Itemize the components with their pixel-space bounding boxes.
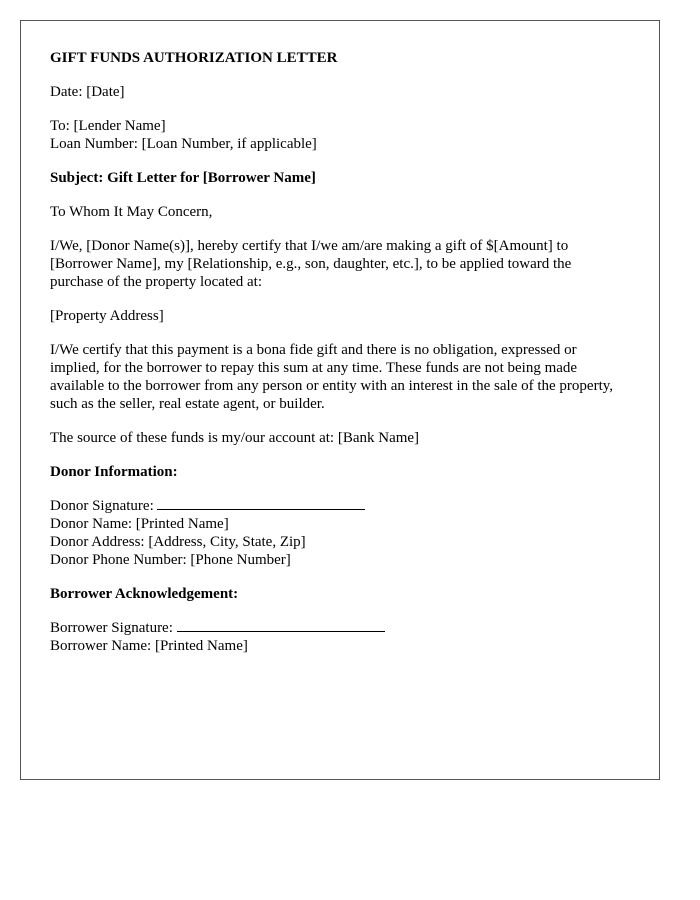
donor-name-line: Donor Name: [Printed Name] bbox=[50, 516, 229, 532]
letter-title: GIFT FUNDS AUTHORIZATION LETTER bbox=[50, 50, 338, 66]
gift-certification-paragraph: I/We, [Donor Name(s)], hereby certify that I/we am/are making a gift of $[Amount] to [Borrower Name], my [Relationship, e.g., son, daughter, etc.], to be applied toward the purchase of the property located at: bbox=[50, 238, 572, 290]
donor-information-heading: Donor Information: bbox=[50, 464, 178, 480]
donor-signature-label: Donor Signature: bbox=[50, 498, 154, 514]
letter-page bbox=[20, 20, 660, 780]
donor-signature-field bbox=[157, 497, 365, 510]
to-line: To: [Lender Name] bbox=[50, 118, 166, 134]
borrower-signature-line bbox=[50, 619, 620, 637]
property-address: [Property Address] bbox=[50, 308, 164, 324]
date-line: Date: [Date] bbox=[50, 84, 125, 100]
borrower-signature-label: Borrower Signature: bbox=[50, 620, 173, 636]
borrower-signature-field bbox=[177, 619, 385, 632]
salutation: To Whom It May Concern, bbox=[50, 204, 213, 220]
donor-signature-line bbox=[50, 497, 620, 515]
bona-fide-gift-paragraph: I/We certify that this payment is a bona fide gift and there is no obligation, expressed or implied, for the borrower to repay this sum at any time. These funds are not being made available to the borrower from any person or entity with an interest in the sale of the property, such as the seller, real estate agent, or builder. bbox=[50, 342, 614, 412]
borrower-name-line: Borrower Name: [Printed Name] bbox=[50, 638, 248, 654]
loan-number-line: Loan Number: [Loan Number, if applicable] bbox=[50, 136, 317, 152]
funds-source-paragraph: The source of these funds is my/our account at: [Bank Name] bbox=[50, 430, 420, 446]
subject-line: Subject: Gift Letter for [Borrower Name] bbox=[50, 170, 316, 186]
borrower-acknowledgement-heading: Borrower Acknowledgement: bbox=[50, 586, 239, 602]
recipient-block bbox=[50, 117, 620, 153]
donor-address-line: Donor Address: [Address, City, State, Zip] bbox=[50, 534, 306, 550]
letter-content bbox=[50, 49, 620, 671]
borrower-acknowledgement-block bbox=[50, 619, 620, 655]
donor-information-block bbox=[50, 497, 620, 569]
donor-phone-line: Donor Phone Number: [Phone Number] bbox=[50, 552, 291, 568]
